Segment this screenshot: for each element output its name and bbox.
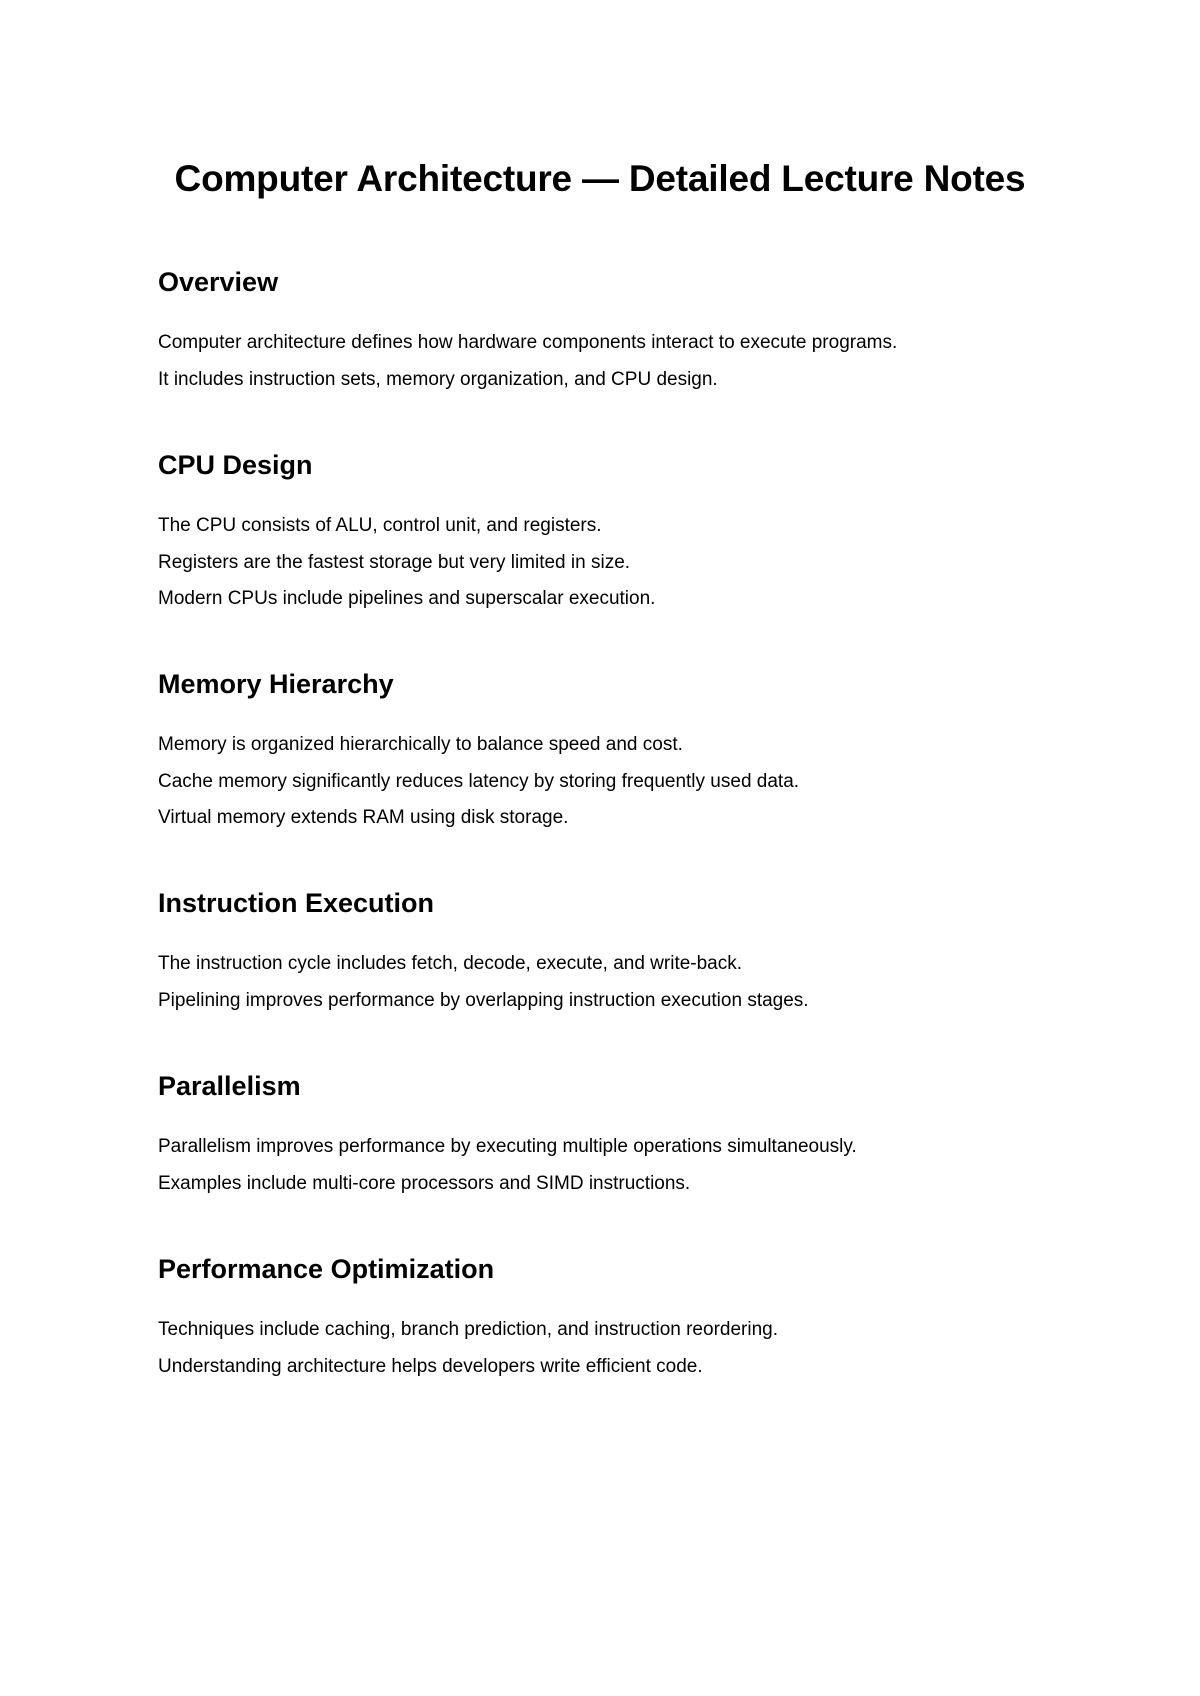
paragraph-line: Understanding architecture helps developers write efficient code. (158, 1355, 703, 1377)
section-heading: Instruction Execution (158, 888, 435, 918)
section-body (158, 325, 1118, 398)
section-performance-optimization (158, 1251, 1118, 1385)
paragraph-line: Techniques include caching, branch prediction, and instruction reordering. (158, 1319, 778, 1340)
paragraph-line: Parallelism improves performance by executing multiple operations simultaneously. (158, 1136, 857, 1157)
paragraph-line: Examples include multi-core processors and SIMD instructions. (158, 1172, 691, 1194)
section-memory-hierarchy (158, 666, 1118, 837)
section-body (158, 727, 1118, 837)
section-parallelism (158, 1068, 1118, 1202)
section-body (158, 508, 1118, 618)
section-body (158, 1129, 1118, 1202)
section-heading: Overview (158, 267, 279, 297)
section-heading: CPU Design (158, 450, 313, 480)
section-body (158, 1312, 1118, 1385)
section-heading: Memory Hierarchy (158, 669, 394, 699)
paragraph-line: Modern CPUs include pipelines and superscalar execution. (158, 588, 656, 609)
paragraph-line: Computer architecture defines how hardware components interact to execute programs. (158, 332, 898, 353)
paragraph-line: Virtual memory extends RAM using disk storage. (158, 807, 569, 828)
section-overview (158, 264, 1118, 398)
paragraph-line: Cache memory significantly reduces latency by storing frequently used data. (158, 770, 800, 792)
section-instruction-execution (158, 885, 1118, 1019)
paragraph-line: Pipelining improves performance by overlapping instruction execution stages. (158, 989, 809, 1011)
paragraph-line: Registers are the fastest storage but very limited in size. (158, 551, 631, 573)
section-cpu-design (158, 447, 1118, 618)
section-body (158, 946, 1118, 1019)
section-heading: Performance Optimization (158, 1254, 495, 1284)
paragraph-line: Memory is organized hierarchically to balance speed and cost. (158, 734, 683, 755)
paragraph-line: The CPU consists of ALU, control unit, and registers. (158, 515, 602, 536)
paragraph-line: The instruction cycle includes fetch, decode, execute, and write-back. (158, 953, 743, 974)
paragraph-line: It includes instruction sets, memory organization, and CPU design. (158, 368, 718, 390)
section-heading: Parallelism (158, 1071, 301, 1101)
document-title: Computer Architecture — Detailed Lecture Notes (174, 158, 1026, 199)
